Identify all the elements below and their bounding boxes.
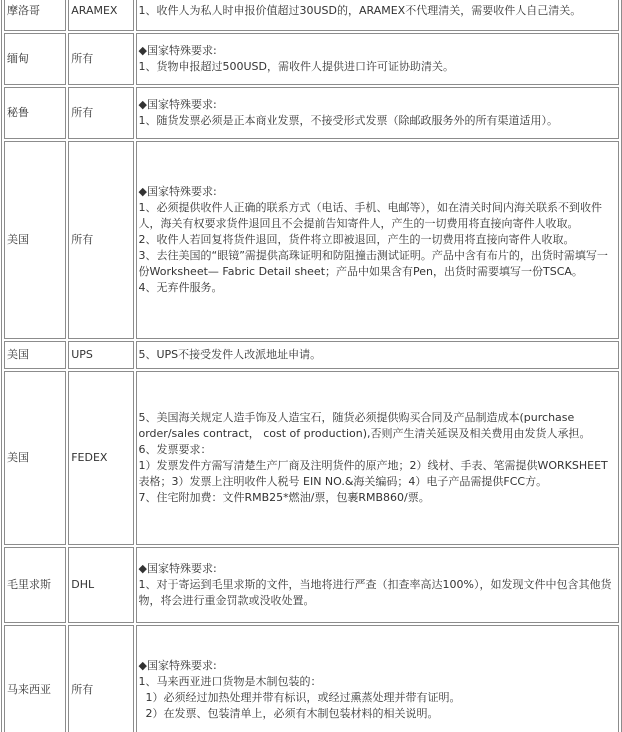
requirement-line: 1、随货发票必须是正本商业发票，不接受形式发票（除邮政服务外的所有渠道适用）。 — [138, 114, 558, 127]
carrier-cell: DHL — [68, 547, 133, 623]
requirements-cell — [136, 87, 620, 139]
requirement-line: 1）必须经过加热处理并带有标识，或经过熏蒸处理并带有证明。 — [138, 691, 461, 704]
requirement-line: ◆国家特殊要求: — [138, 185, 217, 198]
carrier-cell: 所有 — [68, 141, 133, 339]
carrier-cell: 所有 — [68, 87, 133, 139]
requirements-cell — [136, 625, 620, 732]
requirement-line: 1、对于寄运到毛里求斯的文件，当地将进行严查（扣查率高达100%），如发现文件中包含其他货物，将会进行重金罚款或没收处置。 — [138, 578, 612, 607]
requirement-line: 3、去往美国的“眼镜”需提供高珠证明和防阻撞击测试证明。产品中含有布片的，出货时需填写一份Worksheet— Fabric Detail sheet；产品中如果含有Pen，出货时需要填写一份TSCA。 — [138, 249, 608, 278]
requirement-line: ◆国家特殊要求: — [138, 98, 217, 111]
requirement-line: ◆国家特殊要求: — [138, 44, 217, 57]
country-cell: 毛里求斯 — [4, 547, 66, 623]
carrier-cell: ARAMEX — [68, 0, 133, 31]
table-row — [4, 625, 619, 732]
country-cell: 秘鲁 — [4, 87, 66, 139]
country-cell: 缅甸 — [4, 33, 66, 85]
table-row — [4, 371, 619, 545]
requirements-cell — [136, 341, 620, 369]
requirement-line: 6、发票要求： — [138, 443, 212, 456]
requirement-line: 7、住宅附加费：文件RMB25*燃油/票，包裹RMB860/票。 — [138, 491, 430, 504]
carrier-cell: 所有 — [68, 625, 133, 732]
table-row — [4, 141, 619, 339]
requirement-line: ◆国家特殊要求: — [138, 659, 217, 672]
table-row — [4, 0, 619, 31]
table-row — [4, 547, 619, 623]
country-cell: 美国 — [4, 141, 66, 339]
requirements-cell — [136, 547, 620, 623]
country-cell: 马来西亚 — [4, 625, 66, 732]
requirement-line: 2）在发票、包装清单上，必须有木制包装材料的相关说明。 — [138, 707, 439, 720]
table-row — [4, 33, 619, 85]
country-cell: 美国 — [4, 341, 66, 369]
country-cell: 摩洛哥 — [4, 0, 66, 31]
requirements-cell — [136, 141, 620, 339]
requirements-cell — [136, 371, 620, 545]
country-requirements-table — [1, 0, 622, 732]
table-row — [4, 87, 619, 139]
requirements-cell — [136, 0, 620, 31]
requirement-line: 2、收件人若回复将货件退回，货件将立即被退回，产生的一切费用将直接向寄件人收取。 — [138, 233, 575, 246]
carrier-cell: 所有 — [68, 33, 133, 85]
carrier-cell: UPS — [68, 341, 133, 369]
requirement-line: 1、必须提供收件人正确的联系方式（电话、手机、电邮等），如在清关时间内海关联系不到收件人，海关有权要求货件退回且不会提前告知寄件人，产生的一切费用将直接向寄件人收取。 — [138, 201, 602, 230]
carrier-cell: FEDEX — [68, 371, 133, 545]
requirement-line: 5、美国海关规定人造手饰及人造宝石，随货必须提供购买合同及产品制造成本(purchase order/sales contract， cost of production),否则产生清关延误及相关费用由发货人承担。 — [138, 411, 591, 440]
requirement-line: ◆国家特殊要求: — [138, 562, 217, 575]
country-cell: 美国 — [4, 371, 66, 545]
requirements-cell — [136, 33, 620, 85]
table-row — [4, 341, 619, 369]
requirement-line: 4、无弃件服务。 — [138, 281, 223, 294]
requirement-line: 1、马来西亚进口货物是木制包装的： — [138, 675, 322, 688]
requirement-line: 5、UPS不接受发件人改派地址申请。 — [138, 348, 322, 361]
requirement-line: 1、收件人为私人时申报价值超过30USD的，ARAMEX不代理清关，需要收件人自己清关。 — [138, 4, 582, 17]
table-body — [4, 0, 619, 732]
requirement-line: 1、货物申报超过500USD，需收件人提供进口许可证协助清关。 — [138, 60, 454, 73]
requirement-line: 1）发票发件方需写清楚生产厂商及注明货件的原产地；2）线材、手表、笔需提供WORKSHEET表格；3）发票上注明收件人税号 EIN NO.&海关编码；4）电子产品需提供FCC方。 — [138, 459, 608, 488]
